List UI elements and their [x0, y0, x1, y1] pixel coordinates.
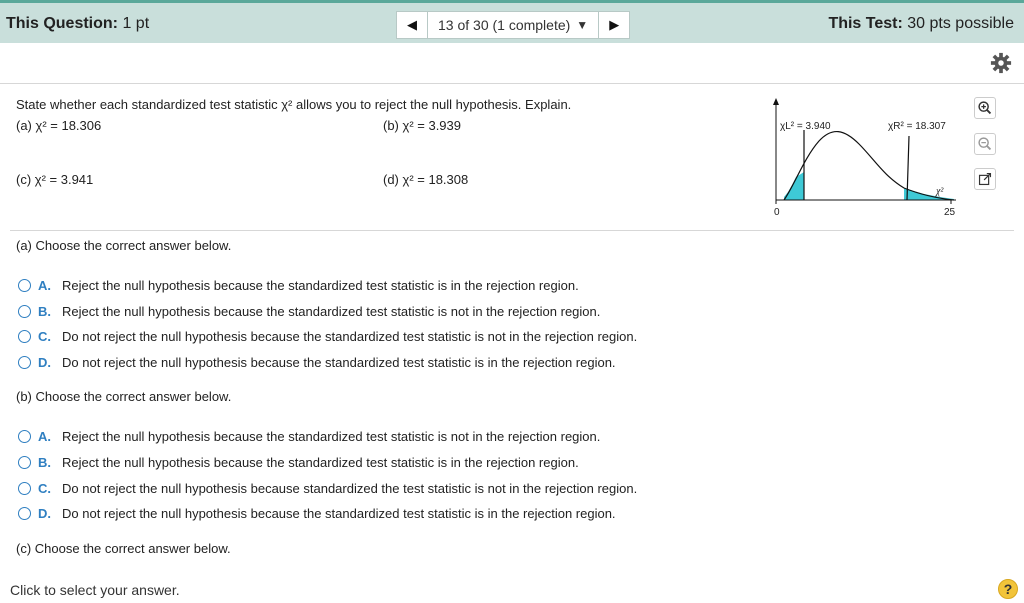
x-max-label: 25 — [944, 207, 956, 218]
radio-button[interactable] — [18, 456, 31, 469]
section-divider — [10, 230, 1014, 231]
radio-button[interactable] — [18, 430, 31, 443]
gear-icon[interactable] — [990, 52, 1012, 74]
part-a-option-a[interactable]: A. Reject the null hypothesis because the standardized test statistic is in the rejection region. — [18, 276, 579, 294]
prev-question-button[interactable] — [396, 11, 428, 39]
next-arrow-icon: ▶ — [609, 17, 620, 32]
item-c: (c) χ² = 3.941 — [16, 172, 94, 187]
zoom-in-icon[interactable] — [974, 97, 996, 119]
radio-button[interactable] — [18, 507, 31, 520]
part-b-option-b[interactable]: B. Reject the null hypothesis because the standardized test statistic is in the rejection region. — [18, 453, 579, 471]
part-b-option-c[interactable]: C. Do not reject the null hypothesis because standardized the test statistic is not in the rejection region. — [18, 479, 637, 497]
item-a: (a) χ² = 18.306 — [16, 118, 102, 133]
item-d: (d) χ² = 18.308 — [383, 172, 469, 187]
radio-button[interactable] — [18, 356, 31, 369]
question-instruction: State whether each standardized test statistic χ² allows you to reject the null hypothesis. Explain. — [16, 97, 572, 112]
question-select-dropdown[interactable] — [428, 11, 598, 39]
progress-label: 13 of 30 (1 complete) — [438, 17, 571, 33]
part-b-option-d[interactable]: D. Do not reject the null hypothesis because the standardized test statistic is in the rejection region. — [18, 504, 616, 522]
prev-arrow-icon: ◀ — [407, 17, 417, 32]
radio-button[interactable] — [18, 279, 31, 292]
part-a-prompt: (a) Choose the correct answer below. — [16, 238, 232, 253]
radio-button[interactable] — [18, 330, 31, 343]
part-a-option-b[interactable]: B. Reject the null hypothesis because the standardized test statistic is not in the rejection region. — [18, 302, 600, 320]
next-question-button[interactable] — [598, 11, 630, 39]
axis-variable-label: χ² — [936, 186, 944, 197]
item-b: (b) χ² = 3.939 — [383, 118, 461, 133]
header-bar — [0, 3, 1024, 43]
popout-icon[interactable] — [974, 168, 996, 190]
part-b-prompt: (b) Choose the correct answer below. — [16, 389, 232, 404]
test-points: This Test: 30 pts possible — [828, 15, 1014, 32]
density-curve — [784, 132, 954, 200]
question-points: This Question: 1 pt — [6, 15, 150, 32]
part-a-option-c[interactable]: C. Do not reject the null hypothesis because the standardized test statistic is not in the rejection region. — [18, 327, 637, 345]
radio-button[interactable] — [18, 305, 31, 318]
question-navigator — [396, 11, 630, 39]
right-rejection-region — [904, 188, 954, 200]
left-critical-label: χL² = 3.940 — [780, 121, 831, 132]
radio-button[interactable] — [18, 482, 31, 495]
right-critical-label: χR² = 18.307 — [888, 121, 946, 132]
x-min-label: 0 — [774, 207, 780, 218]
dropdown-caret-icon: ▼ — [576, 18, 589, 32]
part-a-option-d[interactable]: D. Do not reject the null hypothesis because the standardized test statistic is in the rejection region. — [18, 353, 616, 371]
header-divider — [0, 83, 1024, 84]
part-c-prompt: (c) Choose the correct answer below. — [16, 541, 231, 556]
chi-square-graph — [764, 96, 964, 220]
help-icon[interactable]: ? — [998, 579, 1018, 599]
part-b-option-a[interactable]: A. Reject the null hypothesis because the standardized test statistic is not in the rejection region. — [18, 427, 600, 445]
status-message: Click to select your answer. — [10, 582, 180, 598]
zoom-out-icon[interactable] — [974, 133, 996, 155]
